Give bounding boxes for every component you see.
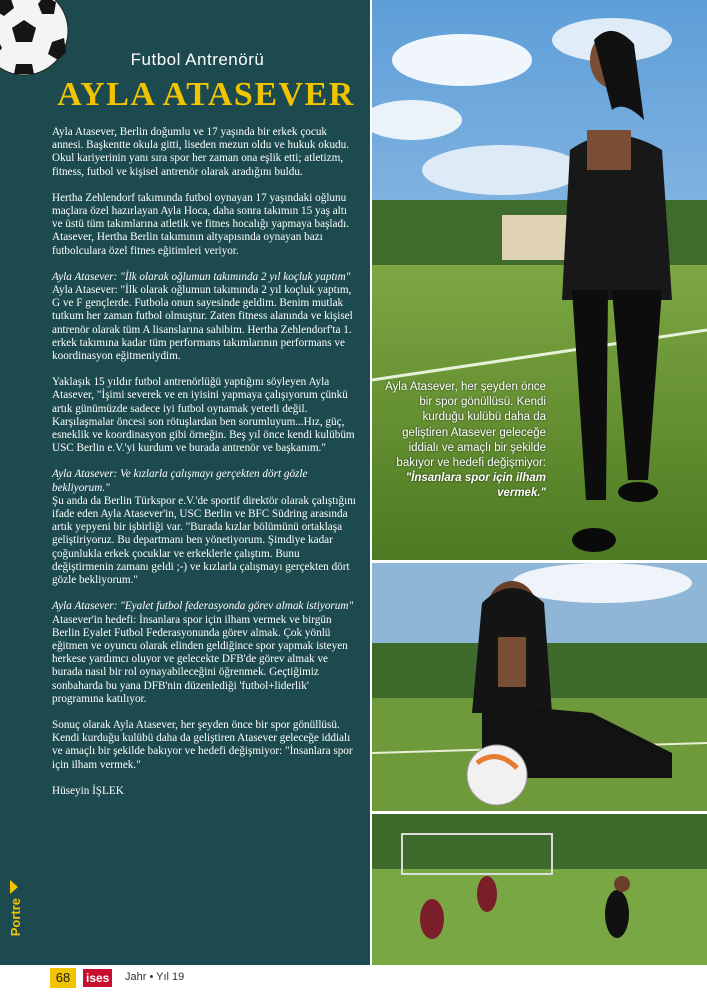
chevron-right-icon: [10, 880, 18, 894]
photo-training: [372, 814, 707, 965]
page-number: 68: [50, 968, 76, 988]
caption-quote: "İnsanlara spor için ilham vermek.": [405, 472, 546, 500]
magazine-logo: ises: [83, 969, 112, 987]
paragraph: Yaklaşık 15 yıldır futbol antrenörlüğü yaptığını söyleyen Ayla Atasever, "İşimi severek ve en iyisini yapmaya çalışıyorum çünkü artık günümüzde sadece iyi futbol oynamak yeterli değil. Karşılaşmalar öncesi son rötuşlardan ben sorumluyum...Hız, güç, esneklik ve koordinasyon gibi örneğin. Beş yıl önce kendi kulübüm USC Berlin e.V.'yi kurdum ve burada antrenör ve başkanım.": [52, 376, 355, 455]
article-title: AYLA ATASEVER: [57, 76, 355, 113]
paragraph: [52, 468, 360, 587]
subheading: Ayla Atasever: "Eyalet futbol federasyonda görev almak istiyorum": [52, 600, 354, 613]
subheading: Ayla Atasever: "İlk olarak oğlumun takımında 2 yıl koçluk yaptım": [52, 270, 351, 283]
photo-caption: [378, 380, 546, 502]
paragraph: Sonuç olarak Ayla Atasever, her şeyden önce bir spor gönüllüsü. Kendi kurduğu kulübü daha da geliştiren Atasever geleceğe iddialı ve amaçlı bir şekilde bakıyor ve hedefi değişmiyor: "İnsanlara spor için ilham vermek.": [52, 718, 353, 771]
paragraph: Hertha Zehlendorf takımında futbol oynayan 17 yaşındaki oğlunu maçlara özel hazırlayan Ayla Hoca, daha sonra takımın 15 yaş altı ve üstü tüm takımlarına atletik ve fitnes hocalığı yapmaya başladı. Atasever, Hertha Berlin takımının altyapısında oynayan bazı futbolculara özel fitnes eğitimleri veriyor.: [52, 191, 350, 257]
caption-text: Ayla Atasever, her şeyden önce bir spor gönüllüsü. Kendi kurduğu kulübü daha da geliştiren Atasever geleceğe iddialı ve amaçlı bir şekilde bakıyor ve hedefi değişmiyor:: [385, 381, 546, 470]
issue-label: Jahr • Yıl 19: [125, 971, 185, 983]
section-tab: [4, 880, 42, 940]
section-label: Portre: [8, 898, 23, 937]
subheading: Ayla Atasever: Ve kızlarla çalışmayı gerçekten dört gözle bekliyorum.": [52, 468, 308, 494]
article-body: [52, 126, 360, 811]
author: Hüseyin İŞLEK: [52, 784, 124, 797]
paragraph-text: Ayla Atasever: "İlk olarak oğlumun takımında 2 yıl koçluk yaptım, G ve F gençlerde. Futbola onun sayesinde geldim. Benim mutlak tutkum her zaman futbol olmuştur. Zaten fitness alanında ve kişisel antrenör olarak tüm A lisanslarına sahibim. Hertha Zehlendorf'ta 1. erkek takımına kadar tüm performans takımlarının performans ve koordinasyon eğitmeniydim.: [52, 284, 353, 363]
photo-ball: [372, 563, 707, 811]
paragraph-text: Şu anda da Berlin Türkspor e.V.'de sportif direktör olarak çalıştığını ifade eden Ayla Atasever'in, USC Berlin ve BFC Südring arasında artık yepyeni bir işbirliği var. "Burada kızlar bölümünü ortaklaşa geliştiriyoruz. Bu departmanı ben yönetiyorum. Şimdiye kadar çoğunlukla erkek çocuklar ve erkeklerle çalıştım. Bunu değiştirmenin zamanı geldi ;-) ve kızlarla çalışmayı gerçekten dört gözle bekliyorum.": [52, 494, 356, 587]
paragraph: [52, 271, 360, 363]
paragraph: [52, 600, 360, 706]
paragraph-text: Atasever'in hedefi: İnsanlara spor için ilham vermek ve birgün Berlin Eyalet Futbol Federasyonunda görev almak. Çok yönlü eğitmen ve oyuncu olarak elinden geldiğince spor yapmak isteyen herkese yardımcı oluyor ve gelecekte DFB'de görev almak ve burada nasıl bir rol oynayabileceğini öğrenmek. Geçtiğimiz sonbaharda bu yana DFB'nin düzenlediği 'futbol+liderlik' programına katılıyor.: [52, 613, 348, 705]
article-subtitle: Futbol Antrenörü: [130, 50, 265, 69]
paragraph: Ayla Atasever, Berlin doğumlu ve 17 yaşında bir erkek çocuk annesi. Başkentte okula gitti, liseden mezun oldu ve hukuk okudu. Okul kariyerinin yanı sıra spor her zaman ona eşlik etti; atletizm, fitness, futbol ve kişisel antrenör olarak aradığını buldu.: [52, 126, 350, 178]
